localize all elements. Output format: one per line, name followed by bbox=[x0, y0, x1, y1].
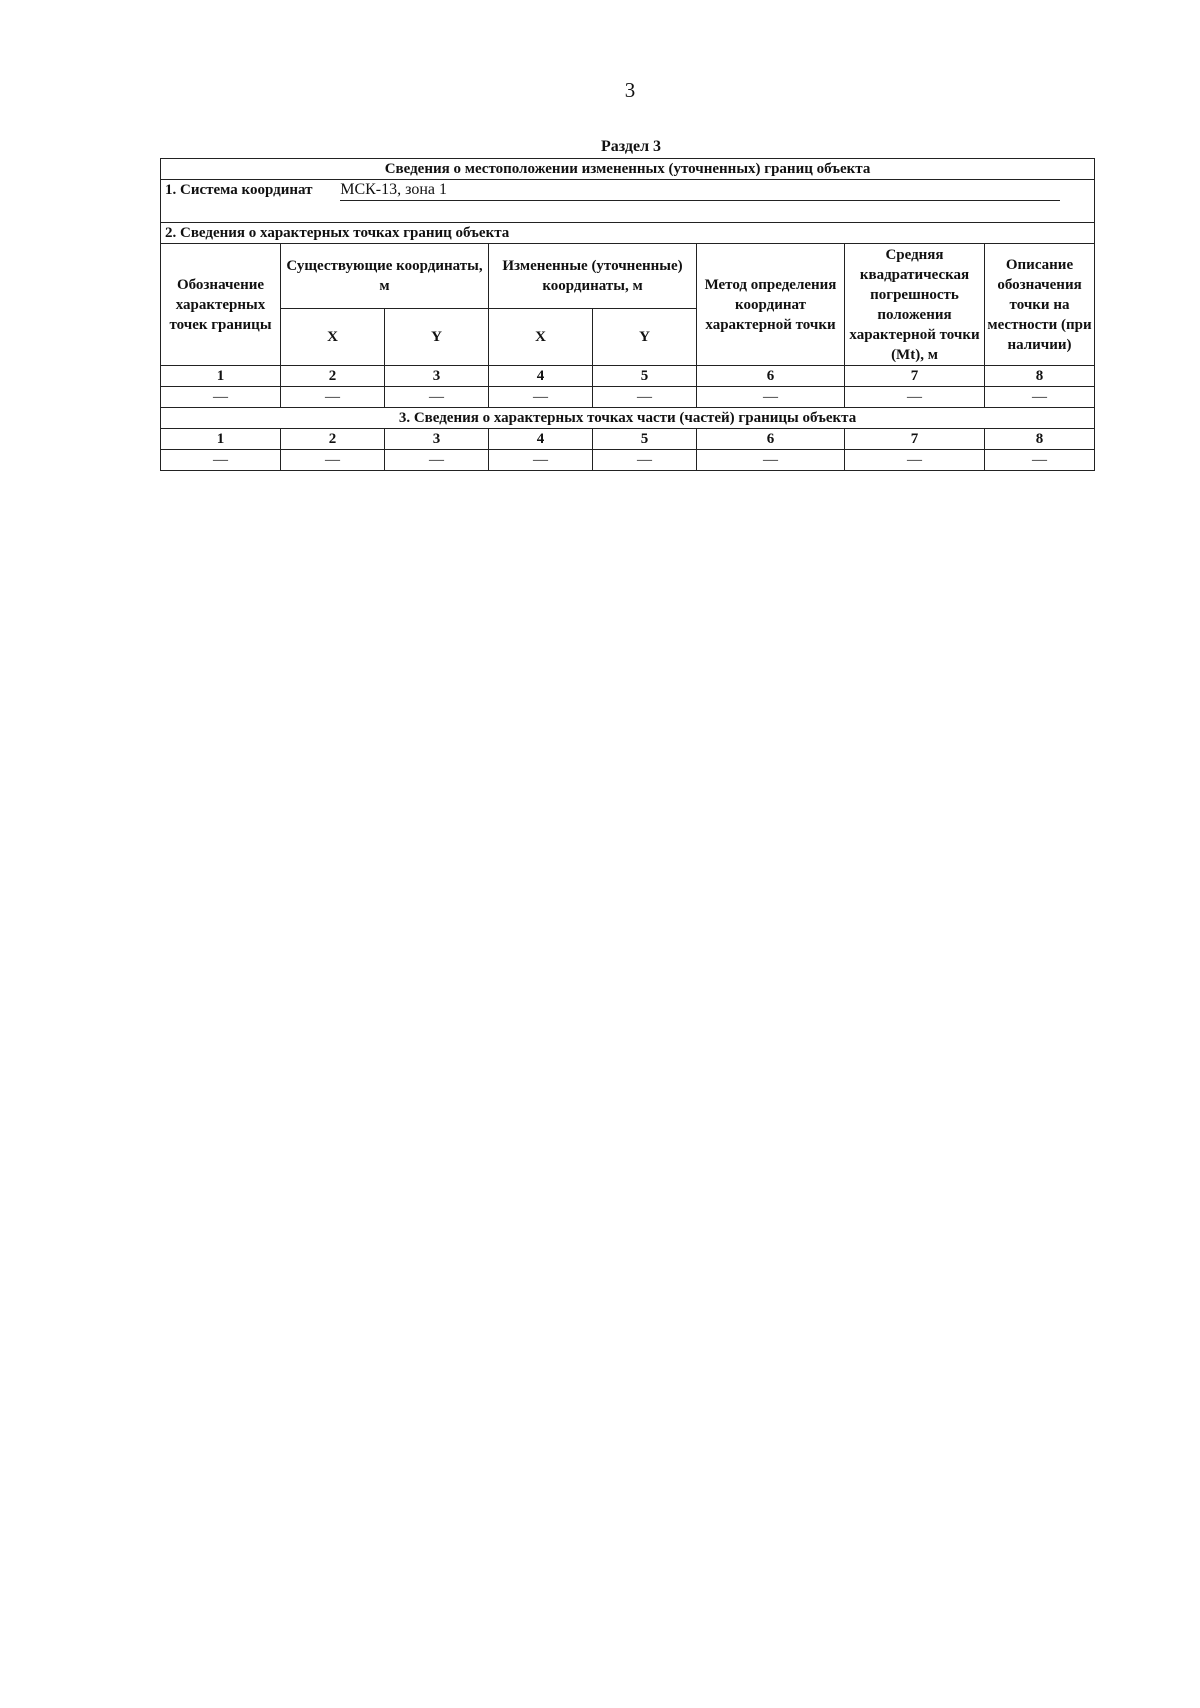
column-number-row bbox=[161, 366, 1095, 387]
empty-cell: — bbox=[593, 450, 697, 471]
header-designation: Обозначение характерных точек границы bbox=[161, 244, 281, 366]
table-row bbox=[161, 450, 1095, 471]
column-number: 4 bbox=[489, 429, 593, 450]
column-number: 6 bbox=[697, 366, 845, 387]
column-number: 6 bbox=[697, 429, 845, 450]
empty-cell: — bbox=[281, 450, 385, 471]
page-number: 3 bbox=[624, 78, 636, 102]
header-existing-y: Y bbox=[385, 309, 489, 366]
empty-cell: — bbox=[697, 450, 845, 471]
empty-cell: — bbox=[985, 387, 1095, 408]
subsection-2-title: 2. Сведения о характерных точках границ объекта bbox=[161, 223, 1095, 244]
header-existing-coords: Существующие координаты, м bbox=[281, 244, 489, 309]
coord-system-value: МСК-13, зона 1 bbox=[340, 180, 1060, 201]
column-number-row bbox=[161, 429, 1095, 450]
empty-cell: — bbox=[697, 387, 845, 408]
empty-cell: — bbox=[385, 387, 489, 408]
empty-cell: — bbox=[489, 450, 593, 471]
empty-cell: — bbox=[845, 387, 985, 408]
header-method: Метод определения координат характерной точки bbox=[697, 244, 845, 366]
column-number: 5 bbox=[593, 429, 697, 450]
empty-cell: — bbox=[385, 450, 489, 471]
column-number: 4 bbox=[489, 366, 593, 387]
column-number: 7 bbox=[845, 366, 985, 387]
coord-system-label: 1. Система координат bbox=[165, 182, 313, 198]
header-existing-x: X bbox=[281, 309, 385, 366]
empty-cell: — bbox=[281, 387, 385, 408]
empty-cell: — bbox=[845, 450, 985, 471]
column-number: 5 bbox=[593, 366, 697, 387]
column-number: 7 bbox=[845, 429, 985, 450]
column-number: 3 bbox=[385, 366, 489, 387]
empty-cell: — bbox=[593, 387, 697, 408]
header-changed-coords: Измененные (уточненные) координаты, м bbox=[489, 244, 697, 309]
column-number: 8 bbox=[985, 366, 1095, 387]
column-number: 2 bbox=[281, 429, 385, 450]
header-error: Средняя квадратическая погрешность положения характерной точки (Mt), м bbox=[845, 244, 985, 366]
empty-cell: — bbox=[489, 387, 593, 408]
empty-cell: — bbox=[985, 450, 1095, 471]
subsection-3-title: 3. Сведения о характерных точках части (частей) границы объекта bbox=[161, 408, 1095, 429]
header-changed-x: X bbox=[489, 309, 593, 366]
header-changed-y: Y bbox=[593, 309, 697, 366]
header-description: Описание обозначения точки на местности (при наличии) bbox=[985, 244, 1095, 366]
empty-cell: — bbox=[161, 450, 281, 471]
table-row bbox=[161, 387, 1095, 408]
column-number: 2 bbox=[281, 366, 385, 387]
column-number: 3 bbox=[385, 429, 489, 450]
section-title: Раздел 3 bbox=[600, 138, 662, 155]
column-number: 1 bbox=[161, 366, 281, 387]
boundary-table bbox=[160, 158, 1095, 471]
column-number: 8 bbox=[985, 429, 1095, 450]
empty-cell: — bbox=[161, 387, 281, 408]
column-number: 1 bbox=[161, 429, 281, 450]
coord-system-row bbox=[161, 180, 1095, 223]
table-title: Сведения о местоположении измененных (уточненных) границ объекта bbox=[161, 159, 1095, 180]
